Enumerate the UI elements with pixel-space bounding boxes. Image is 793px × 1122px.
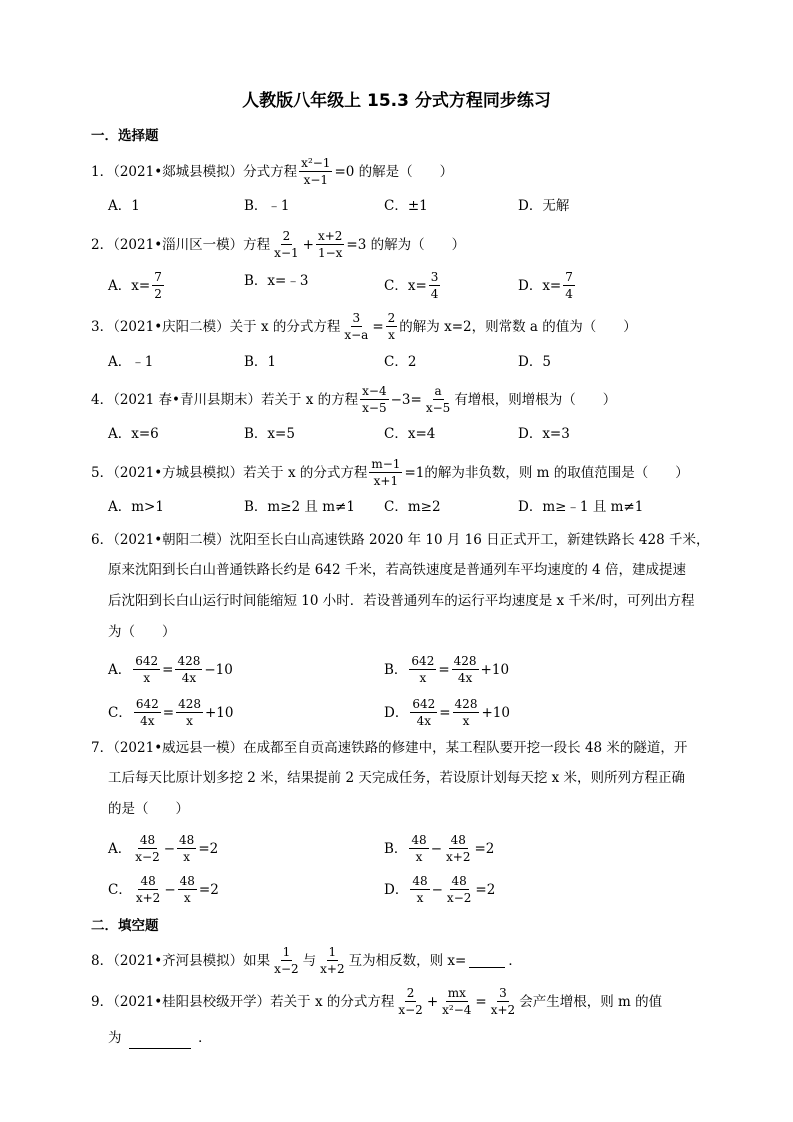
text-fragment: 8．（2021•齐河县模拟）如果 xyxy=(91,952,271,969)
numerator: 3 xyxy=(499,986,507,1000)
fraction xyxy=(178,874,197,905)
text-fragment: =2 xyxy=(474,840,495,857)
text-fragment: −10 xyxy=(204,661,233,678)
text-fragment: = xyxy=(162,661,174,678)
numerator: 7 xyxy=(154,270,162,284)
denominator: x−1 xyxy=(274,246,299,260)
option-c[interactable]: C．2 xyxy=(384,354,417,370)
option-c[interactable]: C．x=4 xyxy=(384,426,436,442)
numerator: 48 xyxy=(411,833,427,847)
option-c[interactable]: C．m≥2 xyxy=(384,499,441,515)
option-a[interactable] xyxy=(108,833,218,864)
denominator: x xyxy=(419,671,427,685)
text-fragment: C． xyxy=(108,704,132,721)
text-fragment: +10 xyxy=(480,661,510,678)
numerator: 2 xyxy=(387,311,396,325)
fraction xyxy=(318,945,346,976)
denominator: x−5 xyxy=(362,401,387,415)
numerator: 1 xyxy=(282,945,291,959)
text-fragment: − xyxy=(163,840,176,857)
numerator: 2 xyxy=(282,229,291,243)
question-9-line-2 xyxy=(108,1027,212,1049)
fraction xyxy=(410,874,429,905)
denominator: x+2 xyxy=(135,891,161,905)
text-fragment: =3 的解为（ ） xyxy=(346,236,466,253)
option-b[interactable]: B．m≥2 且 m≠1 xyxy=(244,499,355,515)
text-fragment: ． xyxy=(198,1030,212,1046)
denominator: 4 xyxy=(430,287,439,301)
section-choice-heading: 一．选择题 xyxy=(91,128,159,144)
denominator: x−5 xyxy=(425,401,451,415)
numerator: mx xyxy=(447,986,466,1000)
fraction xyxy=(272,945,300,976)
question-7-line-3: 的是（ ） xyxy=(108,801,189,817)
numerator: 428 xyxy=(178,697,201,711)
option-d[interactable] xyxy=(384,874,495,905)
denominator: x xyxy=(416,891,424,905)
text-fragment: ． xyxy=(508,952,522,969)
option-b[interactable]: B．x=5 xyxy=(244,426,295,442)
numerator: a xyxy=(434,384,442,398)
text-fragment: =2 xyxy=(198,840,219,857)
section-fill-heading: 二．填空题 xyxy=(91,918,159,934)
denominator: x²−4 xyxy=(442,1003,472,1017)
fraction xyxy=(410,697,437,728)
text-fragment: 1．（2021•郯城县模拟）分式方程 xyxy=(91,163,298,180)
denominator: x−1 xyxy=(303,173,329,187)
numerator: 428 xyxy=(177,654,201,668)
question-3 xyxy=(91,311,637,342)
text-fragment: C． xyxy=(108,881,132,898)
numerator: 642 xyxy=(411,654,435,668)
numerator: 48 xyxy=(179,874,195,888)
text-fragment: =1的解为非负数，则 m 的取值范围是（ ） xyxy=(404,464,689,481)
option-a[interactable]: A．1 xyxy=(108,198,140,214)
text-fragment: 的解为 x=2，则常数 a 的值为（ ） xyxy=(399,318,637,335)
fraction xyxy=(316,229,344,260)
fraction xyxy=(134,697,161,728)
denominator: 4x xyxy=(457,671,473,685)
denominator: x xyxy=(388,328,395,342)
fraction xyxy=(424,384,452,415)
text-fragment: +10 xyxy=(204,704,234,721)
numerator: 48 xyxy=(412,874,428,888)
numerator: 3 xyxy=(352,311,361,325)
option-d[interactable] xyxy=(384,697,510,728)
denominator: x+2 xyxy=(446,850,471,864)
text-fragment: A． xyxy=(108,661,132,678)
question-6-line-4: 为（ ） xyxy=(108,624,176,640)
numerator: m−1 xyxy=(371,457,401,471)
fraction xyxy=(360,384,388,415)
text-fragment: 9．（2021•桂阳县校级开学）若关于 x 的分式方程 xyxy=(91,993,395,1010)
numerator: 428 xyxy=(453,654,477,668)
denominator: 2 xyxy=(154,287,162,301)
text-fragment: D．x= xyxy=(518,277,562,294)
fraction xyxy=(445,874,473,905)
numerator: 48 xyxy=(140,874,156,888)
fraction xyxy=(396,986,424,1017)
fraction xyxy=(177,833,196,864)
text-fragment: 有增根，则增根为（ ） xyxy=(454,391,617,408)
text-fragment: + xyxy=(426,993,439,1010)
denominator: x xyxy=(415,850,423,864)
answer-blank[interactable] xyxy=(129,1034,191,1049)
text-fragment: − xyxy=(431,881,443,898)
question-6-line-3: 后沈阳到长白山运行时间能缩短 10 小时．若设普通列车的运行平均速度是 x 千米/时，可列出方程 xyxy=(108,593,695,609)
numerator: 642 xyxy=(135,654,159,668)
question-7-line-1: 7．（2021•威远县一模）在成都至自贡高速铁路的修建中，某工程队要开挖一段长 48 米的隧道，开 xyxy=(91,740,688,756)
numerator: 7 xyxy=(565,270,573,284)
option-d[interactable] xyxy=(518,270,577,301)
text-fragment: =0 的解是（ ） xyxy=(334,163,454,180)
text-fragment: 3．（2021•庆阳二模）关于 x 的分式方程 xyxy=(91,318,341,335)
text-fragment: 与 xyxy=(302,952,317,969)
option-d[interactable]: D．x=3 xyxy=(518,426,570,442)
fraction xyxy=(176,697,203,728)
denominator: 4x xyxy=(140,714,155,728)
option-b[interactable] xyxy=(384,654,509,685)
option-a[interactable] xyxy=(108,270,166,301)
text-fragment: = xyxy=(475,993,487,1010)
numerator: 428 xyxy=(454,697,478,711)
option-c[interactable]: C．±1 xyxy=(384,198,428,214)
option-c[interactable] xyxy=(384,270,442,301)
numerator: 48 xyxy=(179,833,195,847)
denominator: 4x xyxy=(181,671,197,685)
option-a[interactable]: A．m>1 xyxy=(108,499,164,515)
text-fragment: D． xyxy=(384,704,409,721)
text-fragment: B． xyxy=(384,840,408,857)
denominator: x xyxy=(183,850,191,864)
option-b[interactable]: B．1 xyxy=(244,354,277,370)
numerator: x−4 xyxy=(362,384,387,398)
denominator: 4 xyxy=(565,287,573,301)
numerator: x+2 xyxy=(317,229,343,243)
denominator: x−2 xyxy=(446,891,472,905)
question-2 xyxy=(91,229,465,260)
fraction xyxy=(134,874,162,905)
fraction xyxy=(563,270,575,301)
fraction xyxy=(453,697,480,728)
text-fragment: A．x= xyxy=(108,277,151,294)
text-fragment: −3= xyxy=(390,391,422,408)
text-fragment: = xyxy=(438,661,450,678)
numerator: 48 xyxy=(450,833,466,847)
text-fragment: 5．（2021•方城县模拟）若关于 x 的分式方程 xyxy=(91,464,368,481)
fraction xyxy=(489,986,517,1017)
denominator: x−2 xyxy=(135,850,160,864)
option-a[interactable]: A．﹣1 xyxy=(108,354,154,370)
fraction xyxy=(152,270,164,301)
fraction xyxy=(369,457,402,488)
question-7-line-2: 工后每天比原计划多挖 2 米，结果提前 2 天完成任务，若设原计划每天挖 x 米，则所列方程正确 xyxy=(108,770,686,786)
denominator: x+2 xyxy=(320,962,345,976)
denominator: x xyxy=(186,714,193,728)
denominator: x−2 xyxy=(274,962,299,976)
fraction xyxy=(386,311,398,342)
question-9 xyxy=(91,986,662,1017)
text-fragment: 2．（2021•淄川区一模）方程 xyxy=(91,236,271,253)
fraction xyxy=(133,654,160,685)
denominator: x+1 xyxy=(373,474,399,488)
fraction xyxy=(409,654,436,685)
denominator: x−a xyxy=(344,328,369,342)
text-fragment: B． xyxy=(384,661,408,678)
question-4 xyxy=(91,384,616,415)
option-c[interactable] xyxy=(108,697,233,728)
denominator: x+2 xyxy=(490,1003,516,1017)
fraction xyxy=(272,229,300,260)
denominator: x−2 xyxy=(398,1003,423,1017)
text-fragment: − xyxy=(430,840,443,857)
text-fragment: = xyxy=(372,318,384,335)
numerator: 642 xyxy=(412,697,436,711)
option-b[interactable]: B．﹣1 xyxy=(244,198,290,214)
text-fragment: +10 xyxy=(481,704,510,721)
option-d[interactable]: D．5 xyxy=(518,354,551,370)
numerator: 642 xyxy=(135,697,159,711)
denominator: 4x xyxy=(416,714,431,728)
option-d[interactable]: D．m≥﹣1 且 m≠1 xyxy=(518,499,644,515)
fraction xyxy=(444,833,472,864)
text-fragment: D． xyxy=(384,881,409,898)
fraction xyxy=(175,654,202,685)
fraction xyxy=(342,311,370,342)
text-fragment: + xyxy=(302,236,314,253)
question-6-line-2: 原来沈阳到长白山普通铁路长约是 642 千米，若高铁速度是普通列车平均速度的 4 倍，建成提速 xyxy=(108,562,687,578)
fraction xyxy=(440,986,473,1017)
denominator: x xyxy=(183,891,191,905)
numerator: 48 xyxy=(451,874,467,888)
option-d[interactable]: D．无解 xyxy=(518,198,570,214)
text-fragment: = xyxy=(439,704,451,721)
option-c[interactable] xyxy=(108,874,219,905)
text-fragment: 互为相反数，则 x= xyxy=(348,952,467,969)
numerator: 2 xyxy=(406,986,415,1000)
option-a[interactable]: A．x=6 xyxy=(108,426,159,442)
question-6-line-1: 6．（2021•朝阳二模）沈阳至长白山高速铁路 2020 年 10 月 16 日正式开工，新建铁路长 428 千米， xyxy=(91,532,710,548)
text-fragment: A． xyxy=(108,840,132,857)
fraction xyxy=(299,156,332,187)
text-fragment: − xyxy=(164,881,176,898)
numerator: x²−1 xyxy=(301,156,331,170)
fraction xyxy=(452,654,479,685)
page-title: 人教版八年级上 15.3 分式方程同步练习 xyxy=(242,91,551,111)
denominator: x xyxy=(143,671,151,685)
denominator: x xyxy=(462,714,470,728)
option-b[interactable] xyxy=(384,833,494,864)
answer-blank[interactable] xyxy=(469,953,505,968)
fraction xyxy=(133,833,161,864)
question-8 xyxy=(91,945,522,976)
option-b[interactable]: B．x=﹣3 xyxy=(244,273,309,289)
text-fragment: 为 xyxy=(108,1030,122,1046)
text-fragment: = xyxy=(162,704,175,721)
numerator: 48 xyxy=(139,833,156,847)
question-5 xyxy=(91,457,689,488)
text-fragment: 会产生增根，则 m 的值 xyxy=(519,993,663,1010)
numerator: 3 xyxy=(430,270,439,284)
denominator: 1−x xyxy=(317,246,343,260)
option-a[interactable] xyxy=(108,654,233,685)
text-fragment: =2 xyxy=(475,881,496,898)
text-fragment: C．x= xyxy=(384,277,427,294)
question-1 xyxy=(91,156,453,187)
fraction xyxy=(429,270,441,301)
fraction xyxy=(409,833,428,864)
text-fragment: =2 xyxy=(198,881,219,898)
text-fragment: 4．（2021 春•青川县期末）若关于 x 的方程 xyxy=(91,391,359,408)
numerator: 1 xyxy=(328,945,337,959)
